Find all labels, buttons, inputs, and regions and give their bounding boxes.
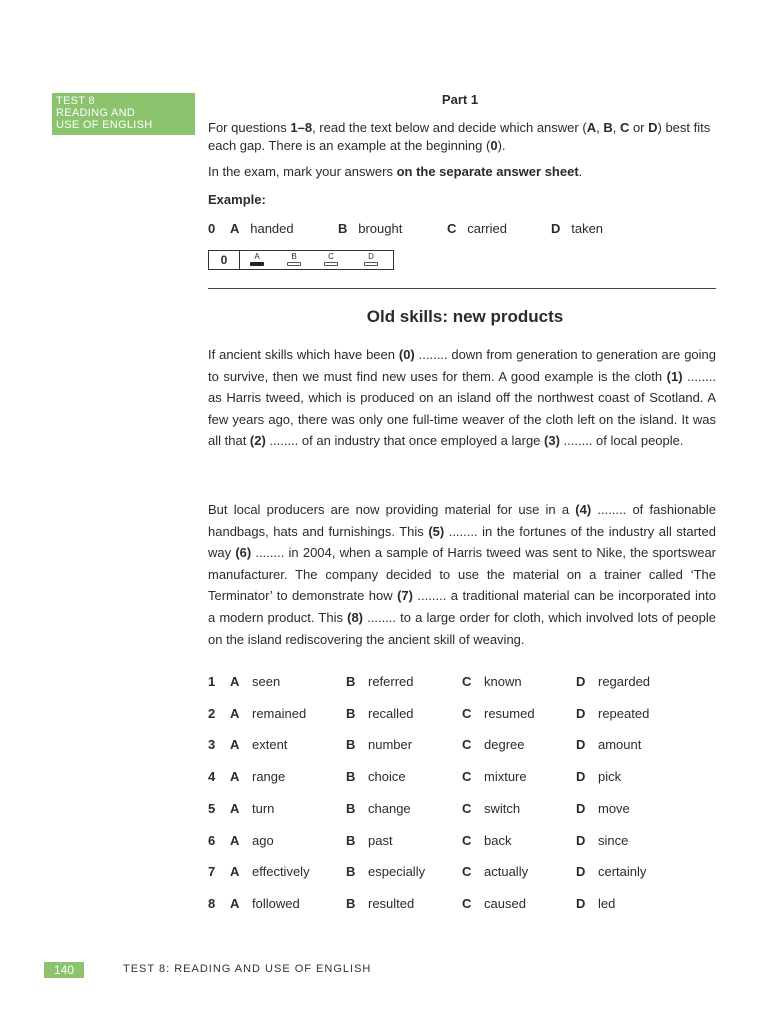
body-text: ........ in the fortunes of the industry all started way — [208, 523, 716, 561]
option-letter: C — [462, 705, 472, 721]
option-letter: A — [230, 221, 240, 236]
option-letter: C — [462, 832, 472, 848]
example-answer-box — [208, 250, 394, 270]
option-letter: D — [576, 800, 586, 816]
gap-4: (4) — [575, 502, 592, 517]
option-letter: D — [576, 737, 586, 753]
gap-3: (3) — [544, 433, 560, 449]
question-number: 1 — [208, 674, 216, 689]
answer-cell-letter: C — [328, 252, 334, 261]
instr-text: For questions — [208, 120, 291, 135]
option-letter: B — [346, 737, 356, 753]
divider-rule — [208, 288, 716, 289]
question-number: 6 — [208, 832, 216, 848]
option-word: carried — [467, 221, 507, 236]
instr-text: , read the text below and decide which answer ( — [312, 120, 587, 135]
body-text: ........ to a large order for cloth, which involved lots of people on the island rediscovering the ancient skill of weaving. — [208, 609, 716, 647]
option-letter: A — [230, 769, 240, 785]
instr-text: . — [578, 164, 583, 179]
option-letter: C — [462, 895, 472, 911]
option-word[interactable]: resumed — [484, 705, 535, 721]
option-word[interactable]: resulted — [368, 895, 415, 911]
answer-box-number: 0 — [209, 251, 240, 269]
option-letter: D — [576, 864, 586, 880]
option-word: taken — [571, 221, 604, 236]
option-word[interactable]: move — [598, 800, 630, 816]
option-word[interactable]: pick — [598, 769, 622, 785]
option-letter: B — [346, 895, 356, 911]
body-text: ........ as Harris tweed, which is produced on an island off the northwest coast of Scotland. A few years ago, there was only one full-time weaver of the cloth left on the island. It was all that — [208, 368, 716, 449]
instr-sep: , — [612, 120, 620, 135]
answer-cell-letter: B — [291, 252, 297, 261]
question-row — [208, 896, 728, 914]
option-word[interactable]: amount — [598, 737, 642, 753]
option-letter: A — [230, 895, 240, 911]
section-tab — [52, 93, 195, 135]
option-letter: B — [346, 769, 356, 785]
answer-mark-filled — [250, 262, 264, 266]
body-text: ........ in 2004, when a sample of Harris tweed was sent to Nike, the sportswear manufacturer. The company decided to use the material on a trainer called ‘The Terminator’ to demonstrate how — [208, 545, 716, 604]
part-title: Part 1 — [441, 92, 479, 107]
option-letter: B — [346, 705, 356, 721]
option-word[interactable]: actually — [484, 864, 529, 880]
option-letter: A — [230, 705, 240, 721]
option-word[interactable]: change — [368, 800, 411, 816]
gap-1: (1) — [666, 368, 683, 384]
option-letter: B — [346, 800, 356, 816]
body-text: ........ of an industry that once employed a large — [265, 433, 545, 449]
question-row — [208, 801, 728, 819]
instr-opt-a: A — [586, 120, 597, 135]
gap-7: (7) — [397, 588, 413, 604]
section-tab-line-1: TEST 8 — [56, 95, 95, 107]
question-number: 3 — [208, 737, 216, 753]
option-word[interactable]: choice — [368, 769, 406, 785]
instr-range: 1–8 — [290, 120, 313, 135]
question-number: 7 — [208, 864, 216, 880]
question-number: 2 — [208, 705, 216, 721]
option-word[interactable]: effectively — [252, 864, 310, 880]
answer-cell-letter: D — [368, 252, 374, 261]
option-word[interactable]: repeated — [598, 705, 650, 721]
option-letter: D — [576, 705, 586, 721]
option-letter: A — [230, 674, 240, 689]
instr-text: ) best fits each gap. There is an example at the beginning ( — [208, 120, 711, 153]
option-letter: D — [551, 221, 561, 236]
option-word[interactable]: followed — [252, 895, 300, 911]
option-word[interactable]: mixture — [484, 769, 527, 785]
option-word: handed — [250, 221, 294, 236]
option-word[interactable]: since — [598, 832, 629, 848]
question-number: 8 — [208, 895, 216, 911]
question-row — [208, 833, 728, 851]
answer-mark-empty — [324, 262, 338, 266]
option-letter: D — [576, 832, 586, 848]
example-option-d — [551, 221, 603, 236]
option-letter: A — [230, 737, 240, 753]
answer-mark-empty — [287, 262, 301, 266]
question-number: 4 — [208, 769, 216, 785]
option-word[interactable]: caused — [484, 895, 526, 911]
instr-opt-d: D — [648, 120, 658, 135]
option-letter: C — [462, 800, 472, 816]
body-paragraph-2 — [208, 499, 716, 650]
option-word[interactable]: range — [252, 769, 286, 785]
option-word[interactable]: especially — [368, 864, 426, 880]
option-letter: A — [230, 864, 240, 880]
section-tab-line-3: USE OF ENGLISH — [56, 119, 153, 131]
question-row — [208, 674, 728, 692]
gap-0: (0) — [398, 347, 415, 362]
question-row — [208, 706, 728, 724]
instr-text: In the exam, mark your answers — [208, 164, 397, 179]
text-title: Old skills: new products — [366, 307, 564, 326]
option-word[interactable]: led — [598, 895, 616, 911]
question-row — [208, 737, 728, 755]
option-letter: B — [346, 864, 356, 880]
body-text: ........ of local people. — [559, 433, 684, 449]
answer-cell-d[interactable] — [363, 252, 379, 266]
option-word: brought — [358, 221, 403, 236]
instructions-para-1 — [208, 119, 720, 155]
option-word[interactable]: recalled — [368, 705, 414, 721]
option-word[interactable]: ago — [252, 832, 274, 848]
body-text: But local producers are now providing material for use in a — [208, 502, 576, 517]
option-word[interactable]: degree — [484, 737, 525, 753]
example-label: Example: — [208, 192, 266, 207]
option-letter: B — [338, 221, 348, 236]
option-letter: D — [576, 769, 586, 785]
question-number: 5 — [208, 800, 216, 816]
option-letter: C — [462, 674, 472, 689]
example-option-a — [230, 221, 294, 236]
option-word[interactable]: turn — [252, 800, 275, 816]
option-word[interactable]: known — [484, 674, 522, 689]
option-word[interactable]: switch — [484, 800, 521, 816]
gap-8: (8) — [347, 609, 363, 625]
instr-opt-b: B — [603, 120, 613, 135]
instr-or: or — [629, 120, 649, 135]
question-row — [208, 864, 728, 882]
option-letter: C — [462, 864, 472, 880]
example-option-b — [338, 221, 402, 236]
option-letter: C — [462, 737, 472, 753]
option-word[interactable]: certainly — [598, 864, 647, 880]
option-letter: A — [230, 800, 240, 816]
body-text: ........ down from generation to generation are going to survive, then we must find new uses for them. A good example is the cloth — [208, 347, 717, 384]
option-word[interactable]: back — [484, 832, 512, 848]
option-letter: D — [576, 895, 586, 911]
answer-cell-b[interactable] — [286, 252, 302, 266]
instr-text: ). — [497, 138, 506, 153]
option-word[interactable]: number — [368, 737, 413, 753]
answer-cell-letter: A — [254, 252, 260, 261]
gap-2: (2) — [249, 433, 266, 449]
instructions-para-2 — [208, 163, 720, 181]
instr-opt-c: C — [619, 120, 630, 135]
question-row — [208, 769, 728, 787]
option-letter: C — [447, 221, 457, 236]
answer-cell-c[interactable] — [323, 252, 339, 266]
section-tab-line-2: READING AND — [56, 107, 136, 119]
option-letter: B — [346, 674, 356, 689]
example-number-text: 0 — [208, 221, 216, 236]
option-letter: B — [346, 832, 356, 848]
option-word[interactable]: remained — [252, 705, 307, 721]
body-paragraph-1 — [208, 344, 716, 452]
instr-answer-sheet: on the separate answer sheet — [396, 164, 579, 179]
option-word[interactable]: regarded — [598, 674, 651, 689]
gap-6: (6) — [235, 545, 252, 561]
option-letter: D — [576, 674, 586, 689]
instr-sep: , — [596, 120, 604, 135]
instr-example-num: 0 — [490, 138, 498, 153]
gap-5: (5) — [428, 523, 445, 539]
answer-mark-empty — [364, 262, 378, 266]
option-letter: A — [230, 832, 240, 848]
option-word[interactable]: extent — [252, 737, 288, 753]
example-option-c — [447, 221, 507, 236]
option-word[interactable]: past — [368, 832, 393, 848]
body-text: ........ a traditional material can be incorporated into a modern product. This — [208, 588, 716, 625]
footer-text: TEST 8: READING AND USE OF ENGLISH — [123, 963, 372, 975]
option-letter: C — [462, 769, 472, 785]
option-word[interactable]: seen — [252, 674, 281, 689]
body-text: If ancient skills which have been — [208, 347, 399, 362]
option-word[interactable]: referred — [368, 674, 414, 689]
page-number: 140 — [44, 962, 84, 978]
body-text: ........ of fashionable handbags, hats and furnishings. This — [208, 502, 716, 539]
example-number — [208, 221, 215, 236]
answer-cell-a[interactable] — [249, 252, 265, 266]
